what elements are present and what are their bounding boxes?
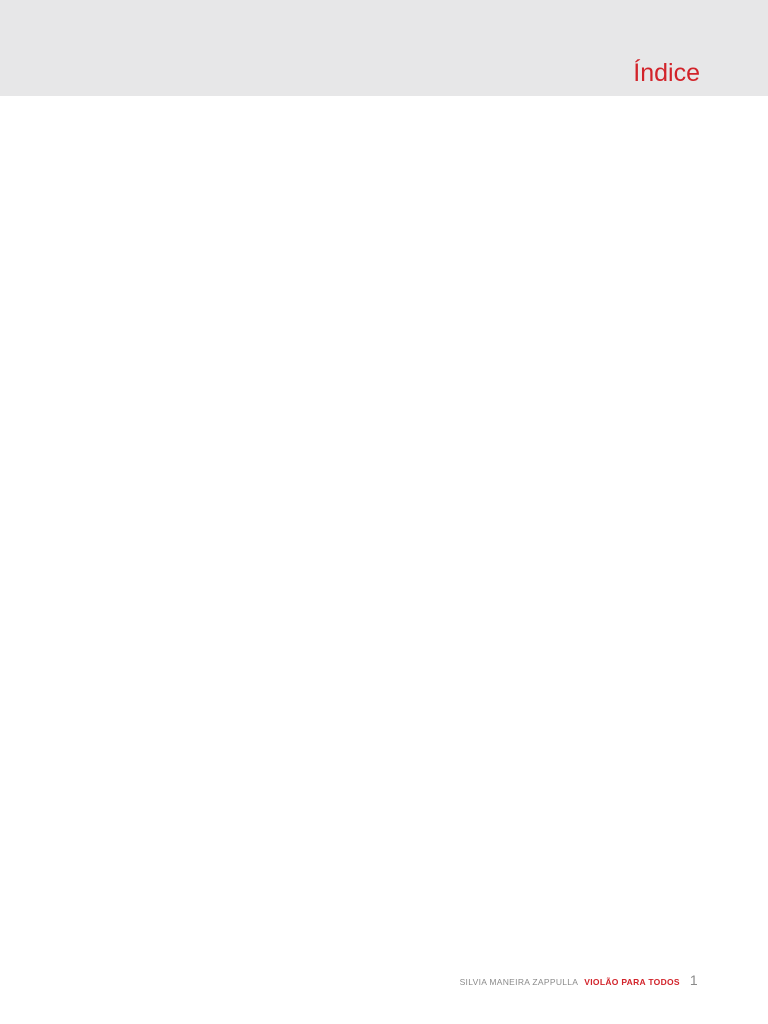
footer-author: SILVIA MANEIRA ZAPPULLA — [459, 977, 579, 987]
footer-book-title: VIOLÃO PARA TODOS — [584, 977, 680, 987]
page-title: Índice — [633, 59, 700, 87]
footer-page-number: 1 — [689, 972, 698, 988]
page-footer — [460, 972, 698, 988]
